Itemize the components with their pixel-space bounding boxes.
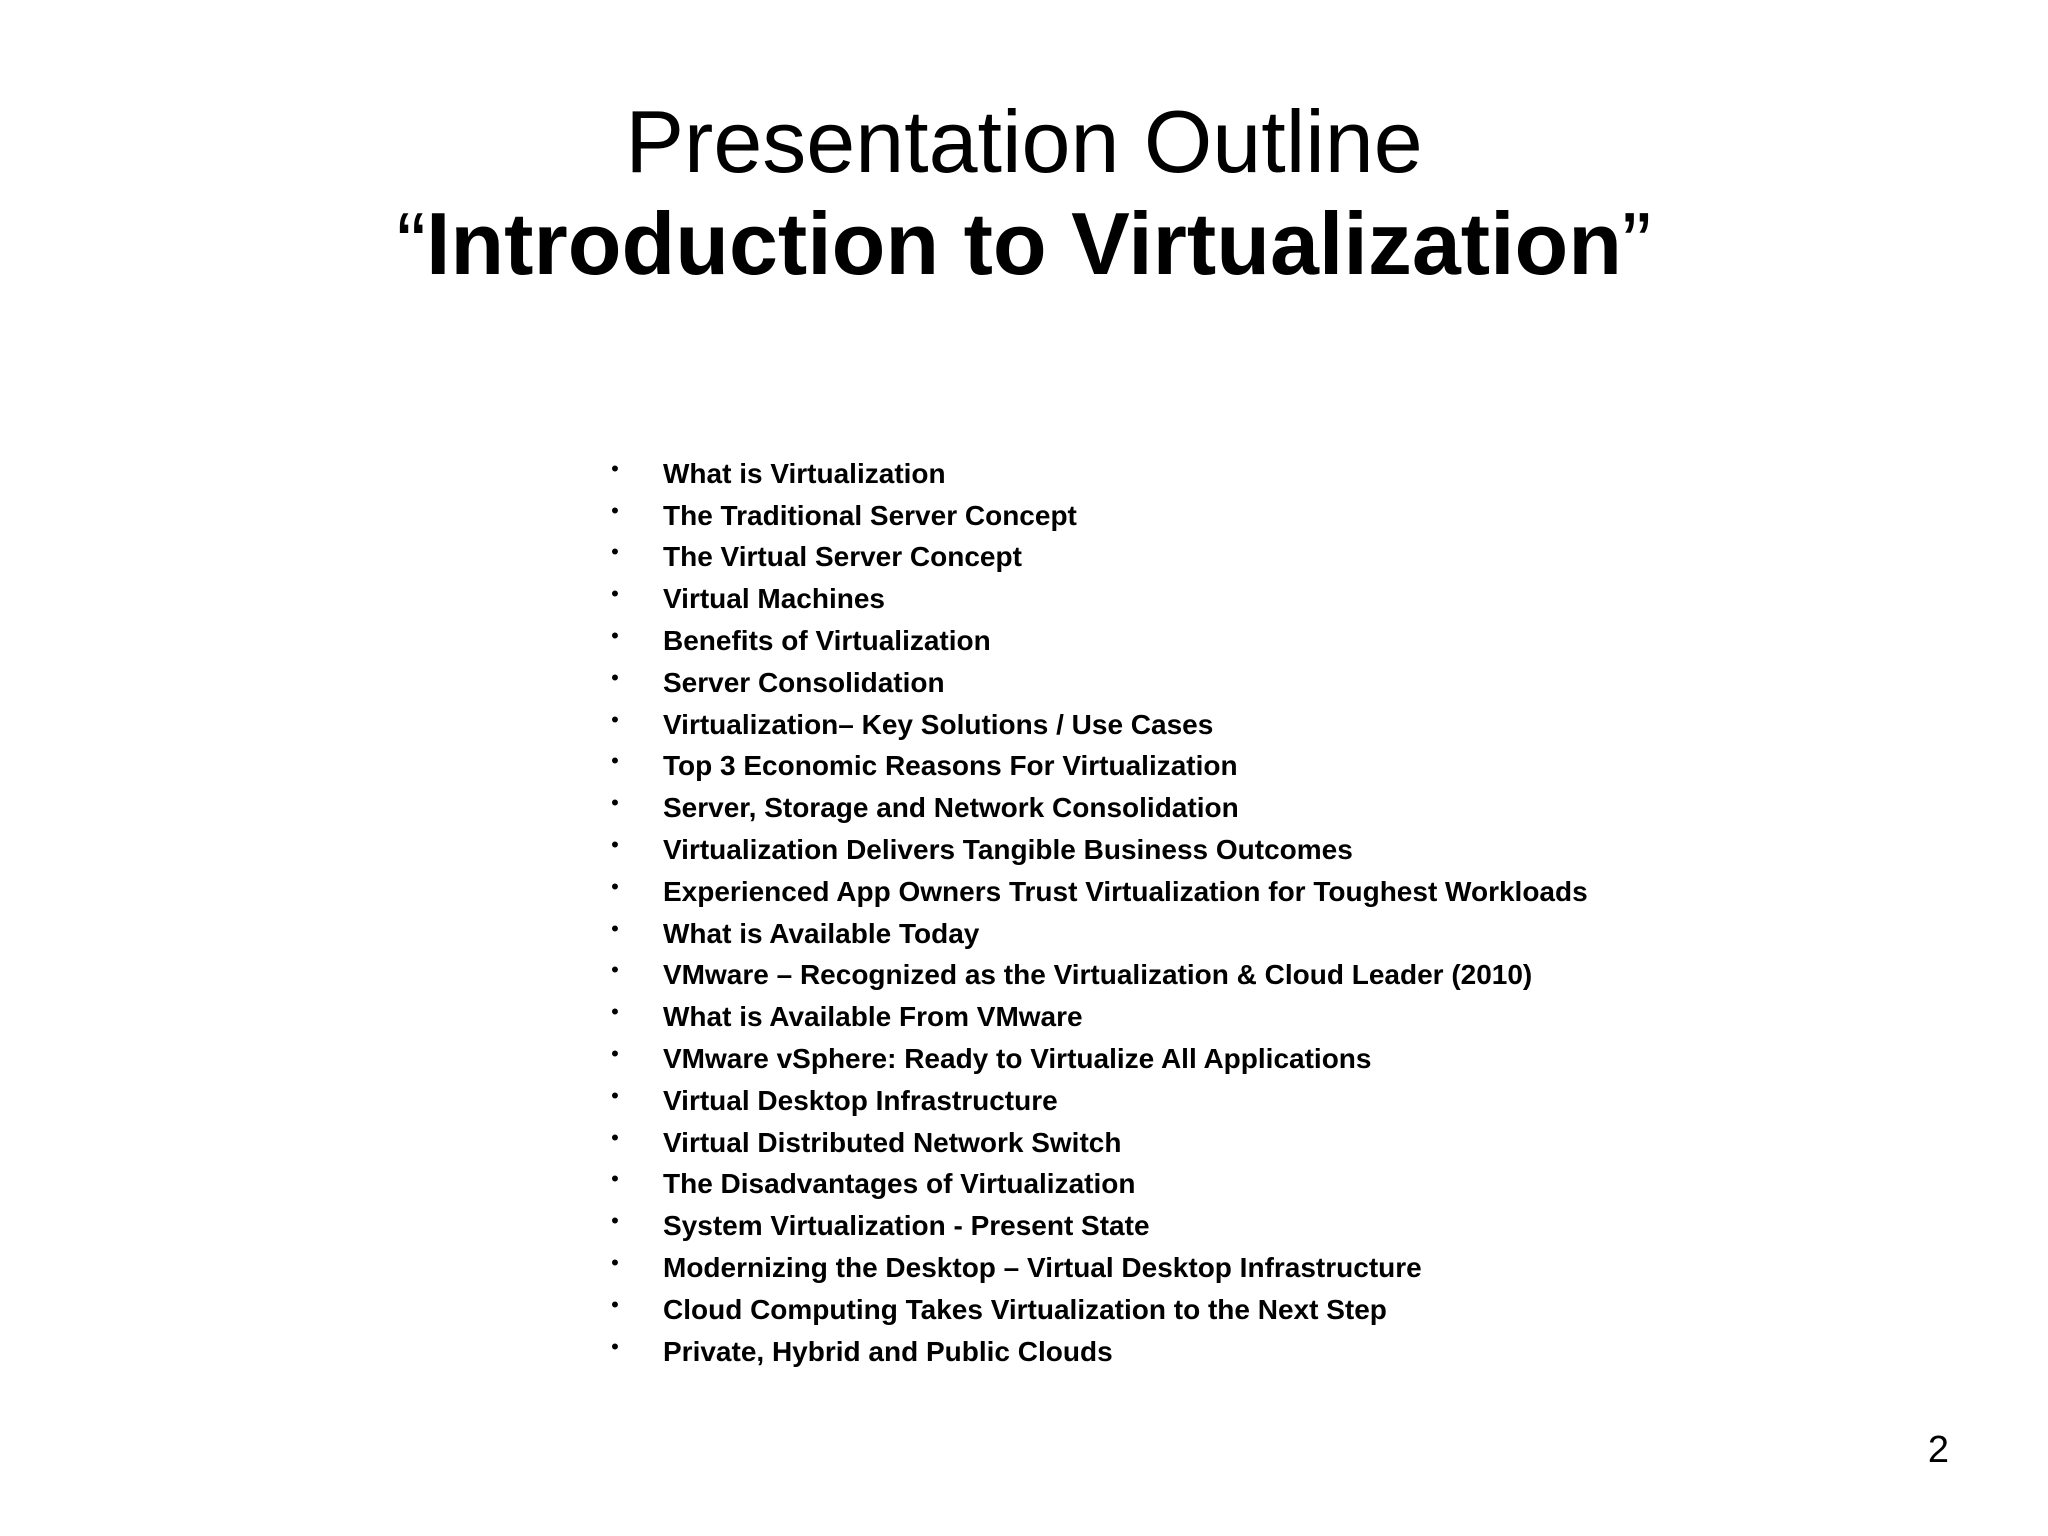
open-quote: “ (396, 194, 426, 293)
bullet-icon: • (611, 1166, 619, 1192)
outline-item-text: What is Available Today (663, 917, 980, 949)
bullet-icon: • (611, 832, 619, 858)
outline-item (608, 578, 1588, 620)
bullet-icon: • (611, 748, 619, 774)
outline-item-text: Virtual Distributed Network Switch (663, 1126, 1122, 1158)
bullet-icon: • (611, 873, 619, 899)
bullet-icon: • (611, 1250, 619, 1276)
outline-item-text: Server Consolidation (663, 666, 945, 698)
bullet-icon: • (611, 539, 619, 565)
bullet-icon: • (611, 790, 619, 816)
bullet-icon: • (611, 497, 619, 523)
slide-title (0, 92, 2048, 296)
outline-item (608, 913, 1588, 955)
outline-item-text: Cloud Computing Takes Virtualization to the Next Step (663, 1293, 1387, 1325)
outline-item-text: Benefits of Virtualization (663, 625, 991, 657)
outline-item (608, 704, 1588, 746)
outline-item-text: VMware – Recognized as the Virtualization & Cloud Leader (2010) (663, 959, 1533, 991)
bullet-icon: • (611, 581, 619, 607)
bullet-icon: • (611, 1082, 619, 1108)
bullet-icon: • (611, 664, 619, 690)
bullet-icon: • (611, 1041, 619, 1067)
outline-item (608, 453, 1588, 495)
outline-list (608, 453, 1588, 1373)
page-number: 2 (1927, 1429, 1949, 1471)
outline-item-text: What is Virtualization (663, 457, 946, 489)
bullet-icon: • (611, 915, 619, 941)
bullet-icon: • (611, 999, 619, 1025)
outline-item (608, 829, 1588, 871)
outline-item (608, 537, 1588, 579)
title-heading: Presentation Outline (625, 92, 1423, 191)
outline-item-text: Modernizing the Desktop – Virtual Desktop Infrastructure (663, 1252, 1422, 1284)
outline-item (608, 1080, 1588, 1122)
bullet-icon: • (611, 623, 619, 649)
close-quote: ” (1622, 194, 1652, 293)
outline-item (608, 871, 1588, 913)
outline-item-text: System Virtualization - Present State (663, 1210, 1150, 1242)
outline-item-text: The Disadvantages of Virtualization (663, 1168, 1136, 1200)
outline-item-text: VMware vSphere: Ready to Virtualize All Applications (663, 1043, 1372, 1075)
outline-item-text: Virtualization– Key Solutions / Use Cases (663, 708, 1214, 740)
outline-item (608, 787, 1588, 829)
bullet-icon: • (611, 1291, 619, 1317)
outline-item (608, 955, 1588, 997)
outline-item (608, 495, 1588, 537)
outline-item-text: Top 3 Economic Reasons For Virtualization (663, 750, 1238, 782)
bullet-icon: • (611, 1333, 619, 1359)
bullet-icon: • (611, 1208, 619, 1234)
outline-item (608, 620, 1588, 662)
title-subheading (0, 192, 2048, 296)
outline-item (608, 1289, 1588, 1331)
outline-item-text: What is Available From VMware (663, 1001, 1083, 1033)
outline-item (608, 1164, 1588, 1206)
title-subheading-text: Introduction to Virtualization (425, 194, 1623, 293)
outline-item (608, 1247, 1588, 1289)
outline-item-text: Virtual Desktop Infrastructure (663, 1084, 1058, 1116)
outline-item-text: The Virtual Server Concept (663, 541, 1022, 573)
outline-item (608, 1205, 1588, 1247)
outline-item-text: Virtualization Delivers Tangible Business Outcomes (663, 834, 1353, 866)
outline-item (608, 662, 1588, 704)
outline-item (608, 1331, 1588, 1373)
outline-item-text: Server, Storage and Network Consolidation (663, 792, 1239, 824)
outline-item (608, 746, 1588, 788)
outline-item-text: The Traditional Server Concept (663, 499, 1077, 531)
bullet-icon: • (611, 957, 619, 983)
outline-item-text: Private, Hybrid and Public Clouds (663, 1335, 1113, 1367)
bullet-icon: • (611, 455, 619, 481)
outline-item (608, 996, 1588, 1038)
outline-item-text: Virtual Machines (663, 583, 886, 615)
outline-item (608, 1122, 1588, 1164)
outline-item-text: Experienced App Owners Trust Virtualization for Toughest Workloads (663, 875, 1588, 907)
outline-item (608, 1038, 1588, 1080)
bullet-icon: • (611, 706, 619, 732)
bullet-icon: • (611, 1124, 619, 1150)
